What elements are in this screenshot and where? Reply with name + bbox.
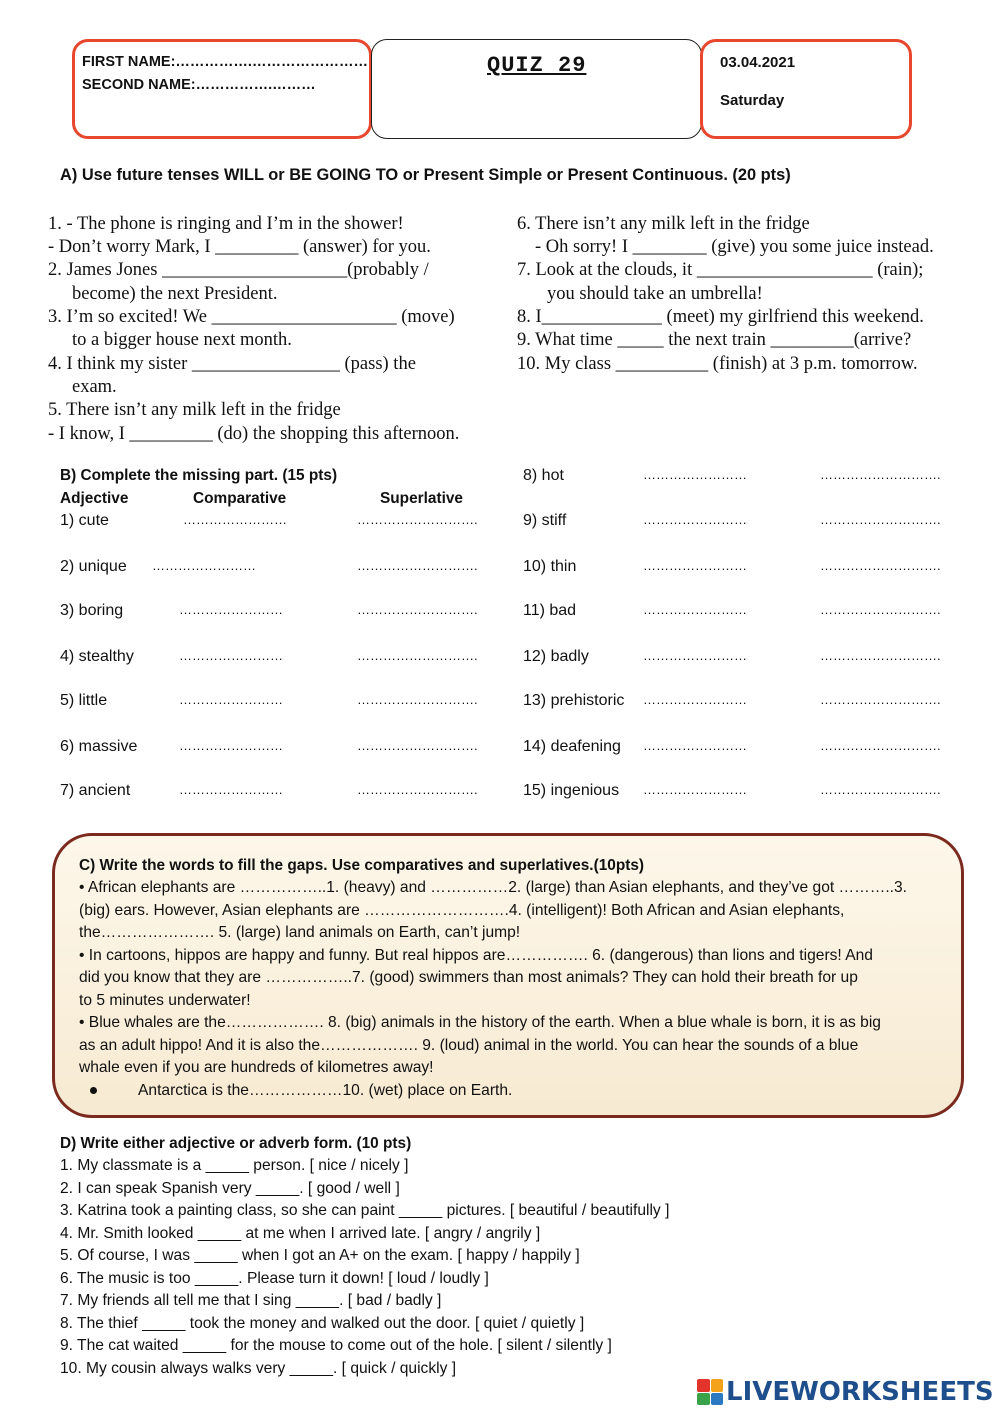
exercise-a-line: 2. James Jones ____________________(probably / <box>48 260 429 280</box>
exercise-a-line: you should take an umbrella! <box>547 284 763 304</box>
superlative-blank[interactable]: ………………………. <box>820 782 941 797</box>
adjective-item: 10) thin <box>523 558 577 575</box>
liveworksheets-logo <box>697 1377 994 1407</box>
quiz-title: QUIZ 29 <box>487 53 587 78</box>
section-a-heading: A) Use future tenses WILL or BE GOING TO or Present Simple or Present Continuous. (20 pts) <box>60 166 791 184</box>
adjective-item: 12) badly <box>523 648 589 665</box>
superlative-blank[interactable]: ………………………. <box>357 648 478 663</box>
section-d-item: 6. The music is too _____. Please turn it down! [ loud / loudly ] <box>60 1270 489 1287</box>
logo-square <box>711 1379 724 1392</box>
section-d-item: 7. My friends all tell me that I sing _____. [ bad / badly ] <box>60 1292 442 1309</box>
exercise-a-line: 9. What time _____ the next train _________(arrive? <box>517 330 912 350</box>
section-c-line: (big) ears. However, Asian elephants are ……………………….4. (intelligent)! Both African and Asian elephants, <box>79 902 845 919</box>
section-d-item: 1. My classmate is a _____ person. [ nice / nicely ] <box>60 1157 409 1174</box>
section-d-item: 10. My cousin always walks very _____. [ quick / quickly ] <box>60 1360 457 1377</box>
superlative-blank[interactable]: ………………………. <box>357 738 478 753</box>
comparative-blank[interactable]: …………………… <box>643 602 747 617</box>
adjective-item: 6) massive <box>60 738 138 755</box>
adjective-item: 2) unique <box>60 558 127 575</box>
section-c-line: the…………………. 5. (large) land animals on Earth, can’t jump! <box>79 924 521 941</box>
section-b-heading: B) Complete the missing part. (15 pts) <box>60 467 338 484</box>
superlative-blank[interactable]: ………………………. <box>820 692 941 707</box>
adjective-item: 13) prehistoric <box>523 692 625 709</box>
section-d-item: 4. Mr. Smith looked _____ at me when I arrived late. [ angry / angrily ] <box>60 1225 541 1242</box>
section-c-line: as an adult hippo! And it is also the………………. 9. (loud) animal in the world. You can hear the sounds of a blue <box>79 1037 859 1054</box>
section-c-line: to 5 minutes underwater! <box>79 992 251 1009</box>
exercise-a-line: to a bigger house next month. <box>72 330 292 350</box>
section-c-line: • In cartoons, hippos are happy and funny. But real hippos are……………. 6. (dangerous) than lions and tigers! And <box>79 947 873 964</box>
section-d-item: 9. The cat waited _____ for the mouse to come out of the hole. [ silent / silently ] <box>60 1337 612 1354</box>
adjective-item: 1) cute <box>60 512 109 529</box>
exercise-a-line: 6. There isn’t any milk left in the fridge <box>517 214 810 234</box>
column-superlative: Superlative <box>380 490 463 507</box>
adjective-item: 11) bad <box>523 602 577 619</box>
adjective-item: 5) little <box>60 692 108 709</box>
exercise-a-line: become) the next President. <box>72 284 278 304</box>
logo-text: LIVEWORKSHEETS <box>726 1377 994 1407</box>
comparative-blank[interactable]: …………………… <box>643 648 747 663</box>
section-c-line: • African elephants are ……………..1. (heavy) and ……………2. (large) than Asian elephants, and they’ve got ………..3. <box>79 879 907 896</box>
section-d-item: 5. Of course, I was _____ when I got an A+ on the exam. [ happy / happily ] <box>60 1247 580 1264</box>
superlative-blank[interactable]: ………………………. <box>820 558 941 573</box>
quiz-day: Saturday <box>720 92 785 109</box>
adjective-item: 9) stiff <box>523 512 567 529</box>
comparative-blank[interactable]: …………………… <box>643 558 747 573</box>
comparative-blank[interactable]: …………………… <box>643 692 747 707</box>
exercise-a-line: exam. <box>72 377 117 397</box>
section-d-item: 2. I can speak Spanish very _____. [ good / well ] <box>60 1180 400 1197</box>
exercise-a-line: 3. I’m so excited! We ____________________ (move) <box>48 307 455 327</box>
section-c-line: • Blue whales are the………………. 8. (big) animals in the history of the earth. When a blue whale is born, it is as big <box>79 1014 881 1031</box>
exercise-a-line: - Oh sorry! I ________ (give) you some juice instead. <box>535 237 934 257</box>
superlative-blank[interactable]: ………………………. <box>820 512 941 527</box>
quiz-date: 03.04.2021 <box>720 54 796 71</box>
section-d-item: 8. The thief _____ took the money and walked out the door. [ quiet / quietly ] <box>60 1315 585 1332</box>
superlative-blank[interactable]: ………………………. <box>820 467 941 482</box>
column-comparative: Comparative <box>193 490 287 507</box>
comparative-blank[interactable]: …………………… <box>179 782 283 797</box>
comparative-blank[interactable]: …………………… <box>643 738 747 753</box>
comparative-blank[interactable]: …………………… <box>179 738 283 753</box>
comparative-blank[interactable]: …………………… <box>152 558 256 573</box>
comparative-blank[interactable]: …………………… <box>179 692 283 707</box>
comparative-blank[interactable]: …………………… <box>183 512 287 527</box>
adjective-item: 7) ancient <box>60 782 131 799</box>
adjective-item: 3) boring <box>60 602 124 619</box>
first-name-field[interactable]: FIRST NAME:…………….…………………… <box>82 54 368 70</box>
exercise-a-line: 1. - The phone is ringing and I’m in the shower! <box>48 214 404 234</box>
superlative-blank[interactable]: ………………………. <box>357 512 478 527</box>
comparative-blank[interactable]: …………………… <box>179 602 283 617</box>
bullet-icon <box>90 1087 97 1094</box>
section-c-heading: C) Write the words to fill the gaps. Use comparatives and superlatives.(10pts) <box>79 857 645 874</box>
superlative-blank[interactable]: ………………………. <box>357 692 478 707</box>
superlative-blank[interactable]: ………………………. <box>820 738 941 753</box>
superlative-blank[interactable]: ………………………. <box>357 782 478 797</box>
section-d-item: 3. Katrina took a painting class, so she can paint _____ pictures. [ beautiful / beautifully ] <box>60 1202 670 1219</box>
comparative-blank[interactable]: …………………… <box>643 467 747 482</box>
adjective-item: 14) deafening <box>523 738 621 755</box>
comparative-blank[interactable]: …………………… <box>643 512 747 527</box>
adjective-item: 4) stealthy <box>60 648 134 665</box>
superlative-blank[interactable]: ………………………. <box>820 648 941 663</box>
column-adjective: Adjective <box>60 490 129 507</box>
logo-square <box>711 1393 724 1406</box>
section-c-line: did you know that they are ……………..7. (good) swimmers than most animals? They can hold their breath for up <box>79 969 858 986</box>
exercise-a-line: 5. There isn’t any milk left in the fridge <box>48 400 341 420</box>
adjective-item: 15) ingenious <box>523 782 620 799</box>
superlative-blank[interactable]: ………………………. <box>820 602 941 617</box>
superlative-blank[interactable]: ………………………. <box>357 602 478 617</box>
exercise-a-line: 10. My class __________ (finish) at 3 p.m. tomorrow. <box>517 354 918 374</box>
second-name-field[interactable]: SECOND NAME:…………….……… <box>82 77 316 93</box>
comparative-blank[interactable]: …………………… <box>179 648 283 663</box>
exercise-a-line: 8. I_____________ (meet) my girlfriend this weekend. <box>517 307 924 327</box>
adjective-item: 8) hot <box>523 467 564 484</box>
comparative-blank[interactable]: …………………… <box>643 782 747 797</box>
section-c-last-bullet: Antarctica is the………………10. (wet) place on Earth. <box>138 1082 513 1099</box>
exercise-a-line: 4. I think my sister ________________ (pass) the <box>48 354 416 374</box>
superlative-blank[interactable]: ………………………. <box>357 558 478 573</box>
section-d-heading: D) Write either adjective or adverb form. (10 pts) <box>60 1135 412 1152</box>
exercise-a-line: - Don’t worry Mark, I _________ (answer) for you. <box>48 237 431 257</box>
exercise-a-line: - I know, I _________ (do) the shopping this afternoon. <box>48 424 460 444</box>
exercise-a-line: 7. Look at the clouds, it ___________________ (rain); <box>517 260 924 280</box>
logo-square <box>697 1393 710 1406</box>
logo-squares-icon <box>697 1379 723 1405</box>
section-c-line: whale even if you are hundreds of kilometres away! <box>79 1059 434 1076</box>
logo-square <box>697 1379 710 1392</box>
